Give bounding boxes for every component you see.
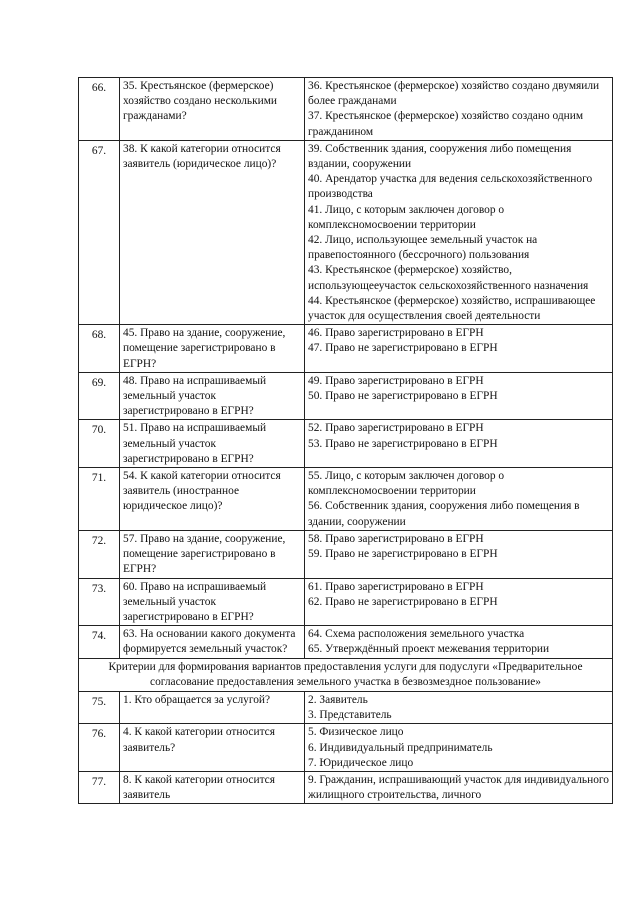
answer-option: 50. Право не зарегистрировано в ЕГРН bbox=[308, 390, 498, 403]
answer-option: 9. Гражданин, испрашивающий участок для индивидуального жилищного строительства, личного bbox=[308, 773, 609, 802]
answers-cell bbox=[305, 420, 613, 468]
answers-cell bbox=[305, 78, 613, 141]
answers-cell bbox=[305, 468, 613, 531]
answer-option: 46. Право зарегистрировано в ЕГРН bbox=[308, 327, 484, 340]
answer-option: 56. Собственник здания, сооружения либо помещения в здании, сооружении bbox=[308, 500, 580, 528]
answers-cell bbox=[305, 325, 613, 373]
answers-cell bbox=[305, 578, 613, 626]
document-page bbox=[78, 77, 613, 804]
row-number: 66. bbox=[79, 78, 120, 141]
question-cell: 51. Право на испрашиваемый земельный участок зарегистрировано в ЕГРН? bbox=[120, 420, 305, 468]
row-number: 70. bbox=[79, 420, 120, 468]
answers-cell bbox=[305, 626, 613, 658]
table-row bbox=[79, 325, 613, 373]
answer-option: 53. Право не зарегистрировано в ЕГРН bbox=[308, 437, 498, 450]
answer-option: 49. Право зарегистрировано в ЕГРН bbox=[308, 374, 484, 387]
row-number: 69. bbox=[79, 372, 120, 420]
answer-option: 44. Крестьянское (фермерское) хозяйство, испрашивающее участок для осуществления своей деятельности bbox=[308, 294, 596, 323]
table-row bbox=[79, 420, 613, 468]
answer-option: 59. Право не зарегистрировано в ЕГРН bbox=[308, 548, 498, 561]
question-cell: 48. Право на испрашиваемый земельный участок зарегистрировано в ЕГРН? bbox=[120, 372, 305, 420]
answer-option: 58. Право зарегистрировано в ЕГРН bbox=[308, 532, 484, 545]
answer-option: 42. Лицо, использующее земельный участок на правепостоянного (бессрочного) пользования bbox=[308, 234, 538, 262]
answer-option: 43. Крестьянское (фермерское) хозяйство, использующееучасток сельскохозяйственного назначения bbox=[308, 264, 589, 292]
criteria-table bbox=[78, 77, 613, 804]
question-cell: 4. К какой категории относится заявитель? bbox=[120, 724, 305, 772]
answer-option: 3. Представитель bbox=[308, 709, 392, 722]
row-number: 73. bbox=[79, 578, 120, 626]
answer-option: 47. Право не зарегистрировано в ЕГРН bbox=[308, 342, 498, 355]
table-row bbox=[79, 691, 613, 723]
table-row bbox=[79, 578, 613, 626]
answer-option: 62. Право не зарегистрировано в ЕГРН bbox=[308, 595, 498, 608]
row-number: 68. bbox=[79, 325, 120, 373]
table-row bbox=[79, 468, 613, 531]
answer-option: 39. Собственник здания, сооружения либо помещения вздании, сооружении bbox=[308, 142, 572, 171]
table-row bbox=[79, 78, 613, 141]
answers-cell bbox=[305, 691, 613, 723]
answer-option: 37. Крестьянское (фермерское) хозяйство создано одним гражданином bbox=[308, 110, 584, 138]
answer-option: 5. Физическое лицо bbox=[308, 726, 404, 739]
question-cell: 54. К какой категории относится заявитель (иностранное юридическое лицо)? bbox=[120, 468, 305, 531]
answer-option: 55. Лицо, с которым заключен договор о комплексномосвоении территории bbox=[308, 470, 505, 498]
table-row bbox=[79, 372, 613, 420]
row-number: 71. bbox=[79, 468, 120, 531]
question-cell: 57. Право на здание, сооружение, помещение зарегистрировано в ЕГРН? bbox=[120, 530, 305, 578]
table-row bbox=[79, 140, 613, 324]
answer-option: 36. Крестьянское (фермерское) хозяйство создано двумяили более гражданами bbox=[308, 80, 600, 108]
answers-cell bbox=[305, 530, 613, 578]
answer-option: 65. Утверждённый проект межевания территории bbox=[308, 643, 550, 656]
question-cell: 35. Крестьянское (фермерское) хозяйство создано несколькими гражданами? bbox=[120, 78, 305, 141]
row-number: 72. bbox=[79, 530, 120, 578]
question-cell: 60. Право на испрашиваемый земельный участок зарегистрировано в ЕГРН? bbox=[120, 578, 305, 626]
section-heading: Критерии для формирования вариантов предоставления услуги для подуслуги «Предварительное согласование предоставления земельного участка в безвозмездное пользование» bbox=[79, 658, 613, 691]
question-cell: 8. К какой категории относится заявитель bbox=[120, 771, 305, 803]
row-number: 76. bbox=[79, 724, 120, 772]
row-number: 75. bbox=[79, 691, 120, 723]
row-number: 67. bbox=[79, 140, 120, 324]
question-cell: 63. На основании какого документа формируется земельный участок? bbox=[120, 626, 305, 658]
table-row bbox=[79, 530, 613, 578]
question-cell: 38. К какой категории относится заявитель (юридическое лицо)? bbox=[120, 140, 305, 324]
answers-cell bbox=[305, 372, 613, 420]
answers-cell bbox=[305, 724, 613, 772]
row-number: 74. bbox=[79, 626, 120, 658]
answer-option: 40. Арендатор участка для ведения сельскохозяйственного производства bbox=[308, 173, 593, 201]
answers-cell bbox=[305, 140, 613, 324]
answer-option: 64. Схема расположения земельного участка bbox=[308, 628, 525, 641]
answer-option: 61. Право зарегистрировано в ЕГРН bbox=[308, 580, 484, 593]
section-heading-row bbox=[79, 658, 613, 691]
answers-cell bbox=[305, 771, 613, 803]
answer-option: 6. Индивидуальный предприниматель bbox=[308, 741, 493, 754]
answer-option: 2. Заявитель bbox=[308, 693, 368, 706]
answer-option: 41. Лицо, с которым заключен договор о комплексномосвоении территории bbox=[308, 203, 505, 231]
answer-option: 7. Юридическое лицо bbox=[308, 756, 414, 769]
answer-option: 52. Право зарегистрировано в ЕГРН bbox=[308, 422, 484, 435]
table-row bbox=[79, 771, 613, 803]
table-row bbox=[79, 626, 613, 658]
question-cell: 45. Право на здание, сооружение, помещение зарегистрировано в ЕГРН? bbox=[120, 325, 305, 373]
question-cell: 1. Кто обращается за услугой? bbox=[120, 691, 305, 723]
row-number: 77. bbox=[79, 771, 120, 803]
table-row bbox=[79, 724, 613, 772]
